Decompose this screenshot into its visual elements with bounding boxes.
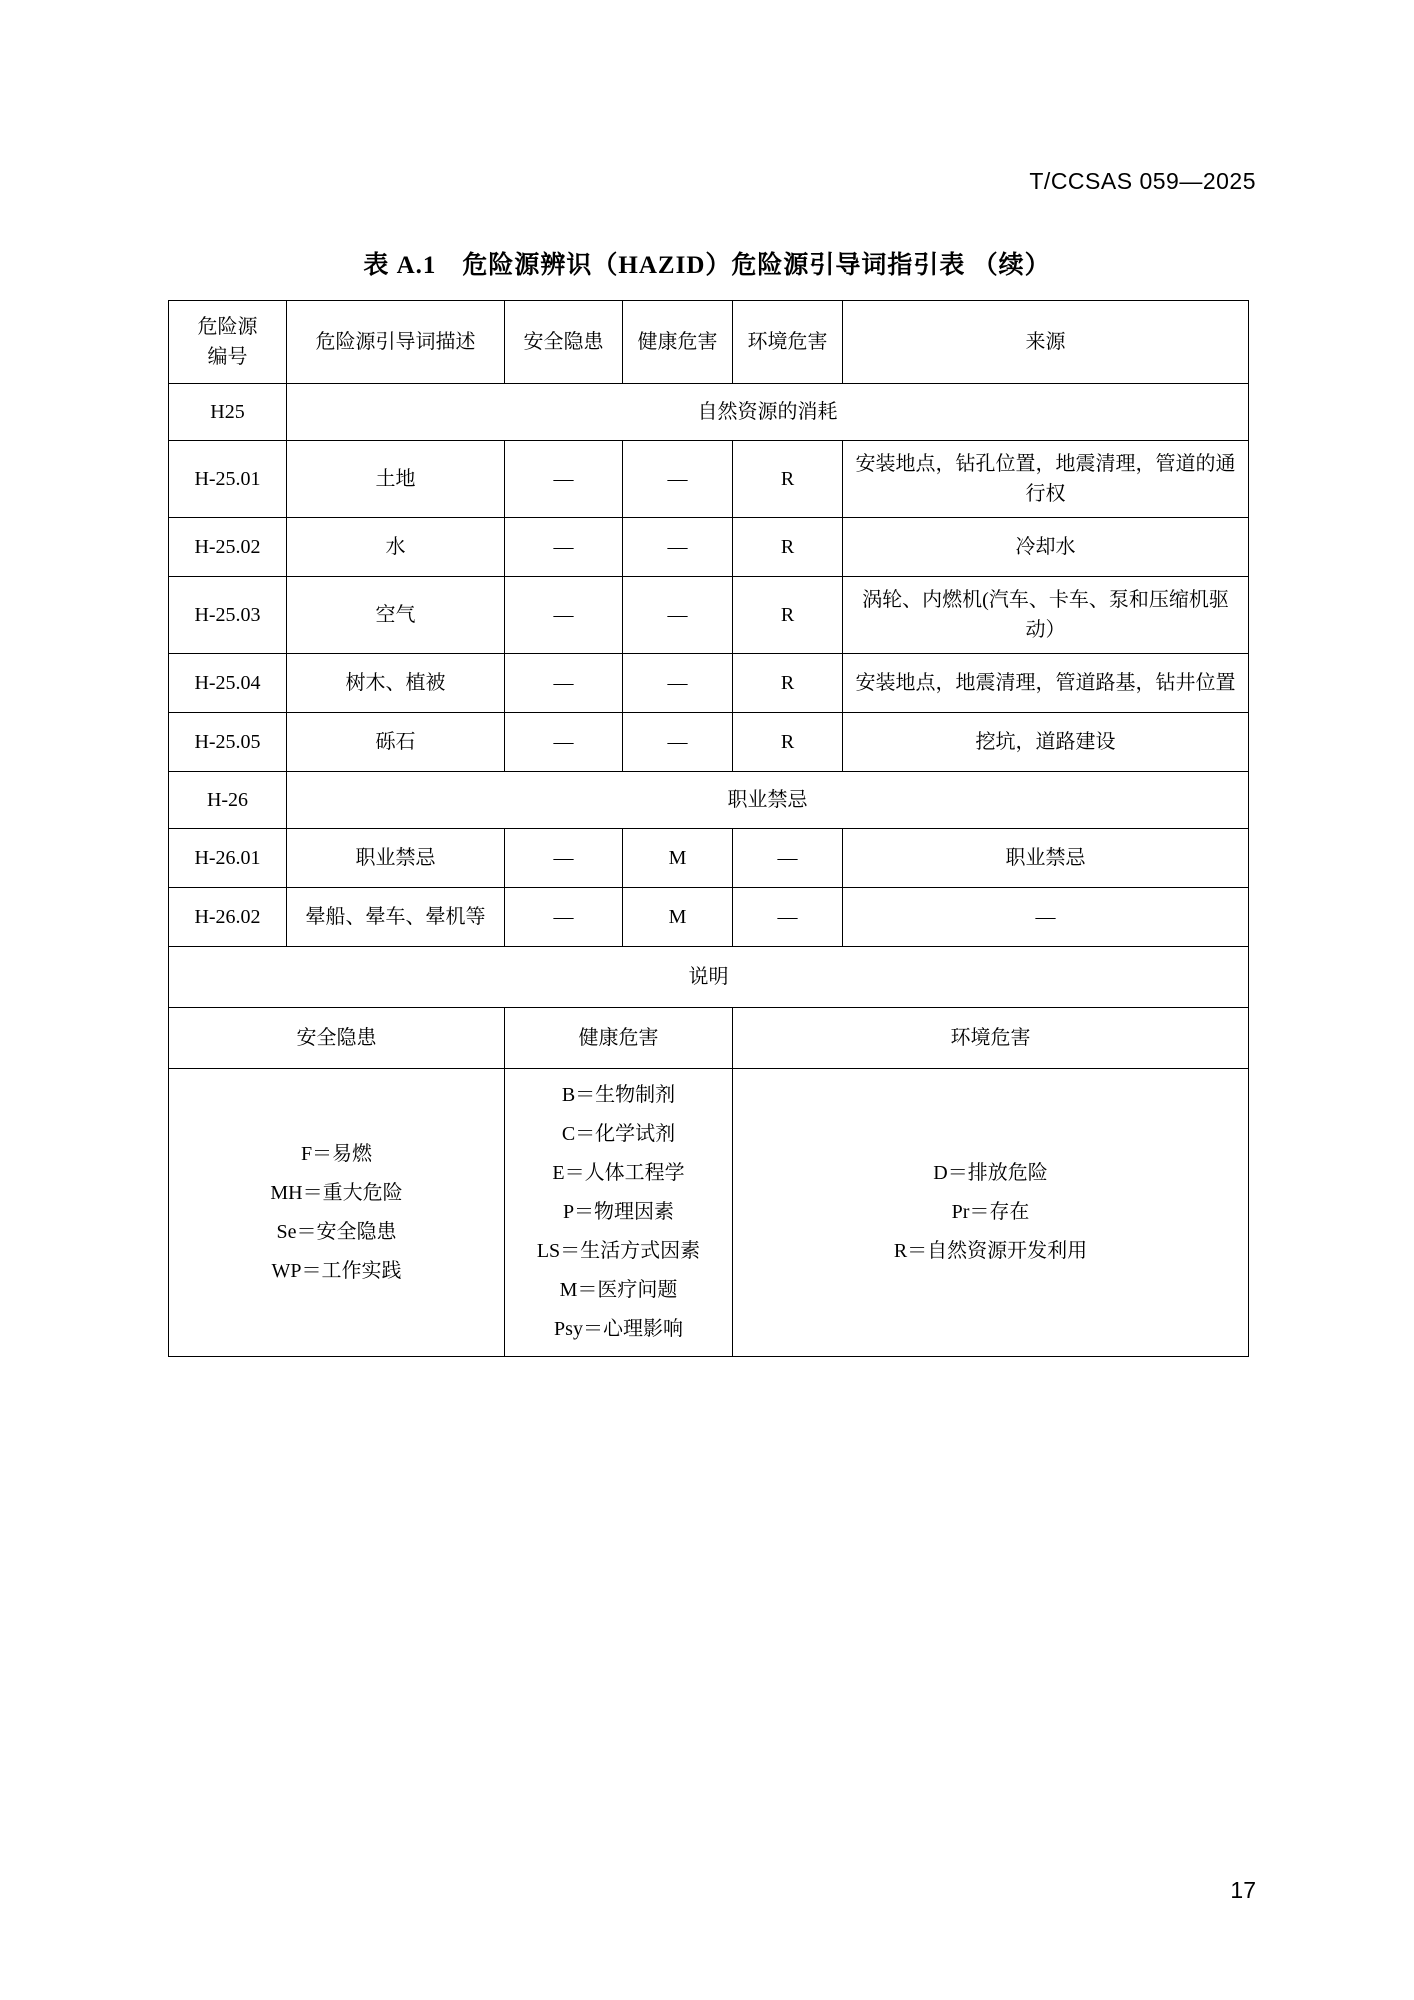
cell-health: — bbox=[623, 713, 733, 772]
cell-source: — bbox=[843, 888, 1249, 947]
legend-item: D＝排放危险 bbox=[933, 1162, 1048, 1184]
cell-safety: — bbox=[505, 829, 623, 888]
legend-item: Se＝安全隐患 bbox=[276, 1220, 397, 1243]
group-title: 职业禁忌 bbox=[287, 772, 1249, 829]
table-row bbox=[169, 577, 1249, 654]
table-row bbox=[169, 713, 1249, 772]
cell-source: 安装地点，地震清理，管道路基，钻井位置 bbox=[843, 654, 1249, 713]
column-header-description: 危险源引导词描述 bbox=[287, 301, 505, 384]
cell-safety: — bbox=[505, 654, 623, 713]
cell-description: 水 bbox=[287, 518, 505, 577]
group-title: 自然资源的消耗 bbox=[287, 384, 1249, 441]
table-group-row bbox=[169, 384, 1249, 441]
cell-source: 涡轮、内燃机(汽车、卡车、泵和压缩机驱动） bbox=[843, 577, 1249, 654]
cell-description: 树木、植被 bbox=[287, 654, 505, 713]
table-row bbox=[169, 654, 1249, 713]
hazid-table bbox=[168, 300, 1249, 1357]
legend-item: E＝人体工程学 bbox=[552, 1162, 685, 1184]
cell-safety: — bbox=[505, 577, 623, 654]
cell-health: — bbox=[623, 441, 733, 518]
table-caption: 表 A.1 危险源辨识（HAZID）危险源引导词指引表 （续） bbox=[363, 252, 1051, 279]
cell-hazard-id: H-26.01 bbox=[169, 829, 287, 888]
cell-hazard-id: H-25.05 bbox=[169, 713, 287, 772]
table-row bbox=[169, 518, 1249, 577]
legend-item: Pr＝存在 bbox=[951, 1201, 1030, 1223]
table-header-row bbox=[169, 301, 1249, 384]
legend-body-row bbox=[169, 1069, 1249, 1357]
cell-hazard-id: H-25.04 bbox=[169, 654, 287, 713]
legend-item: F＝易燃 bbox=[300, 1142, 373, 1165]
cell-environment: — bbox=[733, 888, 843, 947]
note-title: 说明 bbox=[169, 947, 1249, 1008]
cell-environment: — bbox=[733, 829, 843, 888]
note-title-row bbox=[169, 947, 1249, 1008]
column-header-hazard-id-line2: 编号 bbox=[207, 346, 248, 368]
cell-environment: R bbox=[733, 654, 843, 713]
legend-header-row bbox=[169, 1008, 1249, 1069]
column-header-environment: 环境危害 bbox=[733, 301, 843, 384]
cell-health: M bbox=[623, 888, 733, 947]
cell-description: 砾石 bbox=[287, 713, 505, 772]
table-group-row bbox=[169, 772, 1249, 829]
cell-source: 安装地点，钻孔位置，地震清理，管道的通行权 bbox=[843, 441, 1249, 518]
legend-health-list bbox=[505, 1069, 733, 1357]
legend-item: B＝生物制剂 bbox=[561, 1084, 676, 1106]
cell-health: — bbox=[623, 577, 733, 654]
cell-source: 冷却水 bbox=[843, 518, 1249, 577]
page-header-standard-number: T/CCSAS 059—2025 bbox=[1029, 168, 1256, 194]
legend-header-safety: 安全隐患 bbox=[169, 1008, 505, 1069]
cell-description: 空气 bbox=[287, 577, 505, 654]
cell-environment: R bbox=[733, 518, 843, 577]
legend-environment-list bbox=[733, 1069, 1249, 1357]
legend-safety-list bbox=[169, 1069, 505, 1357]
legend-item: WP＝工作实践 bbox=[271, 1259, 402, 1282]
legend-item: R＝自然资源开发利用 bbox=[893, 1240, 1088, 1262]
cell-hazard-id: H-25.02 bbox=[169, 518, 287, 577]
cell-description: 晕船、晕车、晕机等 bbox=[287, 888, 505, 947]
column-header-safety: 安全隐患 bbox=[505, 301, 623, 384]
cell-health: — bbox=[623, 518, 733, 577]
group-id: H-26 bbox=[169, 772, 287, 829]
column-header-source: 来源 bbox=[843, 301, 1249, 384]
cell-environment: R bbox=[733, 577, 843, 654]
legend-item: MH＝重大危险 bbox=[270, 1181, 403, 1204]
group-id: H25 bbox=[169, 384, 287, 441]
cell-hazard-id: H-25.01 bbox=[169, 441, 287, 518]
cell-health: — bbox=[623, 654, 733, 713]
legend-item: LS＝生活方式因素 bbox=[536, 1240, 701, 1262]
cell-environment: R bbox=[733, 441, 843, 518]
column-header-hazard-id bbox=[169, 301, 287, 384]
table-row bbox=[169, 829, 1249, 888]
cell-source: 挖坑，道路建设 bbox=[843, 713, 1249, 772]
column-header-hazard-id-line1: 危险源 bbox=[197, 316, 258, 338]
legend-item: M＝医疗问题 bbox=[559, 1279, 678, 1301]
cell-health: M bbox=[623, 829, 733, 888]
cell-description: 土地 bbox=[287, 441, 505, 518]
cell-safety: — bbox=[505, 888, 623, 947]
table-row bbox=[169, 888, 1249, 947]
hazid-table-container bbox=[168, 300, 1248, 1357]
cell-source: 职业禁忌 bbox=[843, 829, 1249, 888]
legend-item: Psy＝心理影响 bbox=[554, 1318, 683, 1340]
cell-safety: — bbox=[505, 518, 623, 577]
legend-item: C＝化学试剂 bbox=[561, 1123, 676, 1145]
legend-header-environment: 环境危害 bbox=[733, 1008, 1249, 1069]
cell-environment: R bbox=[733, 713, 843, 772]
legend-header-health: 健康危害 bbox=[505, 1008, 733, 1069]
cell-description: 职业禁忌 bbox=[287, 829, 505, 888]
table-row bbox=[169, 441, 1249, 518]
page-number: 17 bbox=[1230, 1877, 1256, 1903]
cell-hazard-id: H-26.02 bbox=[169, 888, 287, 947]
column-header-health: 健康危害 bbox=[623, 301, 733, 384]
cell-safety: — bbox=[505, 713, 623, 772]
cell-hazard-id: H-25.03 bbox=[169, 577, 287, 654]
cell-safety: — bbox=[505, 441, 623, 518]
legend-item: P＝物理因素 bbox=[562, 1201, 675, 1223]
